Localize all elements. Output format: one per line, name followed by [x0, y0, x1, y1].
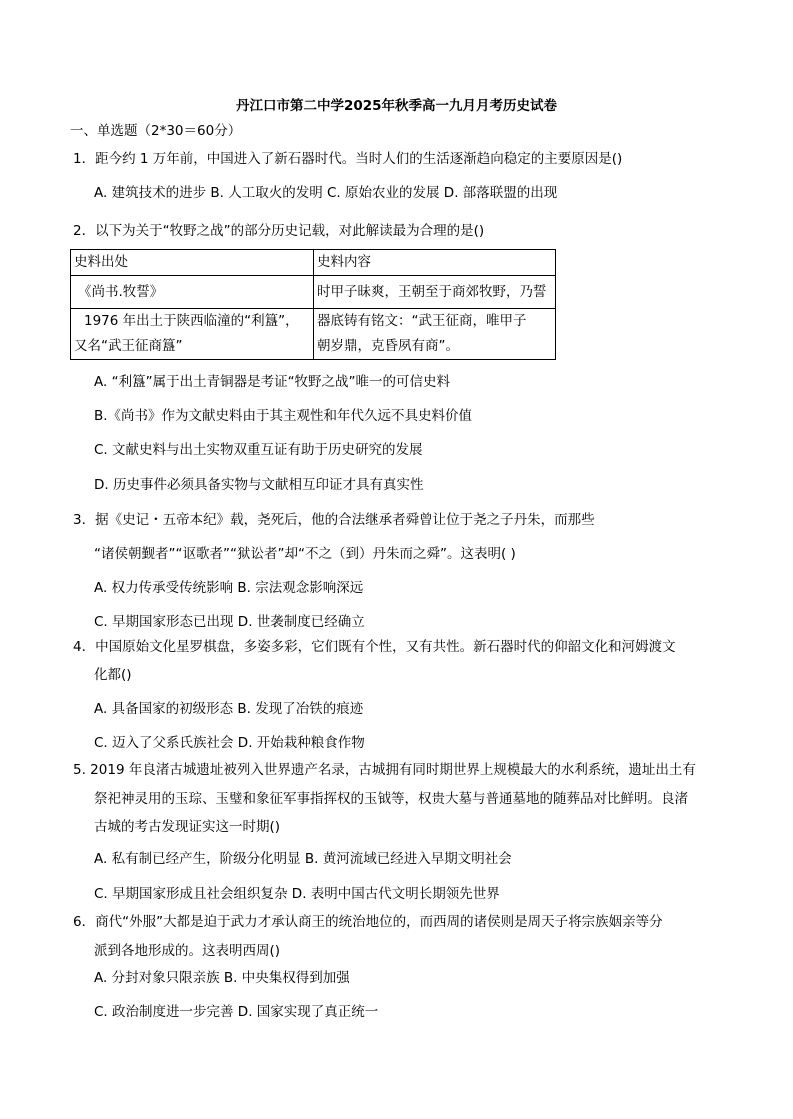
table-cell: 1976 年出土于陕西临潼的“利簋”， 又名“武王征商簋” — [71, 309, 314, 360]
question-2-option-b: B.《尚书》作为文献史料由于其主观性和年代久远不具史料价值 — [94, 408, 473, 424]
question-6-stem-cont: 派到各地形成的。这表明西周() — [94, 943, 281, 959]
table-row — [71, 276, 556, 309]
section-heading: 一、单选题（2*30＝60分） — [70, 123, 242, 139]
question-2-option-d: D. 历史事件必须具备实物与文献相互印证才具有真实性 — [94, 477, 424, 493]
question-2-option-a: A. “利簋”属于出土青铜器是考证“牧野之战”唯一的可信史料 — [94, 374, 451, 390]
question-2-option-c: C. 文献史料与出土实物双重互证有助于历史研究的发展 — [94, 442, 423, 458]
question-5-options-ab: A. 私有制已经产生，阶级分化明显 B. 黄河流域已经进入早期文明社会 — [94, 851, 512, 867]
question-5-stem-cont-2: 古城的考古发现证实这一时期() — [94, 819, 281, 835]
question-5-options-cd: C. 早期国家形成且社会组织复杂 D. 表明中国古代文明长期领先世界 — [94, 886, 500, 902]
table-row — [71, 250, 556, 276]
table-cell: 时甲子昧爽，王朝至于商郊牧野，乃誓 — [314, 276, 556, 309]
question-1-options: A. 建筑技术的进步 B. 人工取火的发明 C. 原始农业的发展 D. 部落联盟的出现 — [94, 185, 558, 201]
source-table — [70, 249, 556, 360]
question-5-stem: 5. 2019 年良渚古城遗址被列入世界遗产名录，古城拥有同时期世界上规模最大的水利系统，遗址出土有 — [73, 762, 696, 778]
question-4-stem-cont: 化都() — [94, 667, 132, 683]
exam-title: 丹江口市第二中学2025年秋季高一九月月考历史试卷 — [235, 98, 558, 114]
question-4-options-ab: A. 具备国家的初级形态 B. 发现了冶铁的痕迹 — [94, 701, 364, 717]
question-3-stem-cont: “诸侯朝觐者”“讴歌者”“狱讼者”却“不之（到）丹朱而之舜”。这表明( ) — [94, 546, 516, 562]
question-6-stem: 6．商代“外服”大都是迫于武力才承认商王的统治地位的，而西周的诸侯则是周天子将宗族姻亲等分 — [73, 914, 663, 930]
question-6-options-cd: C. 政治制度进一步完善 D. 国家实现了真正统一 — [94, 1004, 379, 1020]
question-3-options-ab: A. 权力传承受传统影响 B. 宗法观念影响深远 — [94, 580, 364, 596]
table-header-content: 史料内容 — [314, 250, 556, 276]
table-header-source: 史料出处 — [71, 250, 314, 276]
table-cell: 《尚书.牧誓》 — [71, 276, 314, 309]
question-1-stem: 1．距今约 1 万年前，中国进入了新石器时代。当时人们的生活逐渐趋向稳定的主要原因是() — [73, 151, 623, 167]
question-5-stem-cont: 祭祀神灵用的玉琮、玉璧和象征军事指挥权的玉钺等，权贵大墓与普通墓地的随葬品对比鲜明。良渚 — [94, 791, 688, 807]
question-4-stem: 4．中国原始文化星罗棋盘，多姿多彩，它们既有个性，又有共性。新石器时代的仰韶文化和河姆渡文 — [73, 639, 676, 655]
question-6-options-ab: A. 分封对象只限亲族 B. 中央集权得到加强 — [94, 970, 350, 986]
question-2-stem: 2．以下为关于“牧野之战”的部分历史记载，对此解读最为合理的是() — [73, 223, 485, 239]
table-row — [71, 309, 556, 360]
question-3-stem: 3．据《史记・五帝本纪》载，尧死后，他的合法继承者舜曾让位于尧之子丹朱，而那些 — [73, 512, 595, 528]
question-4-options-cd: C. 迈入了父系氏族社会 D. 开始栽种粮食作物 — [94, 735, 365, 751]
question-3-options-cd: C. 早期国家形态已出现 D. 世袭制度已经确立 — [94, 614, 365, 630]
table-cell: 器底铸有铭文：“武王征商，唯甲子 朝岁鼎，克昏夙有商”。 — [314, 309, 556, 360]
